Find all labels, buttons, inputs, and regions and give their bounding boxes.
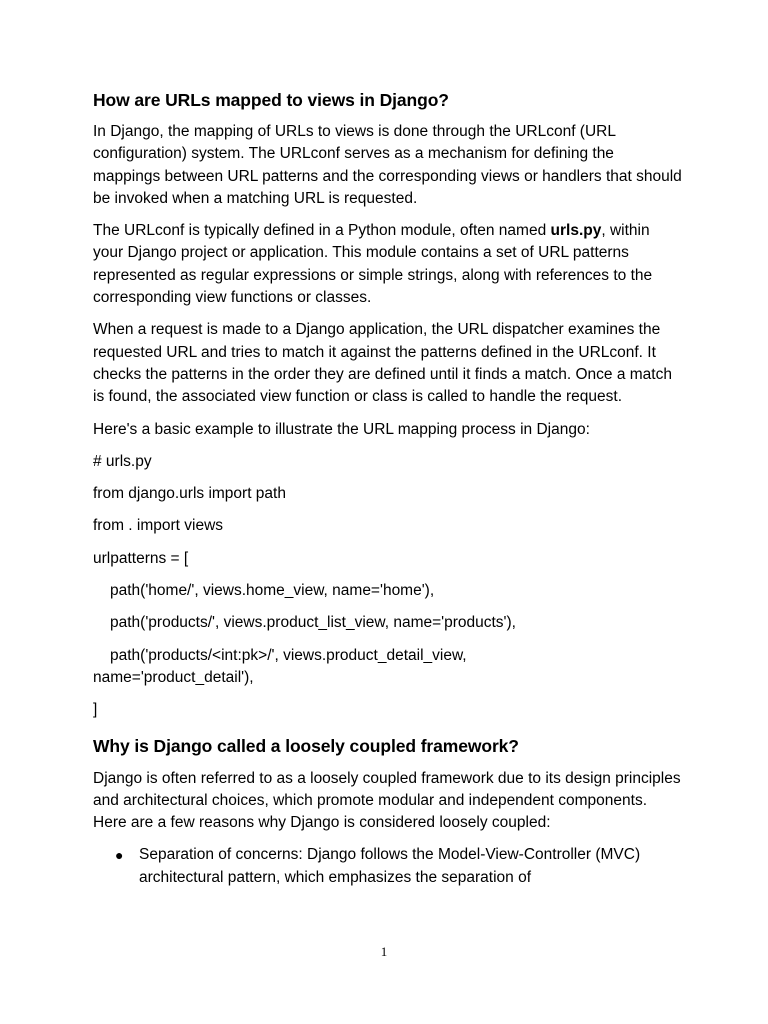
section-heading-loosely-coupled: Why is Django called a loosely coupled framework?	[93, 735, 519, 756]
code-line-path-product-detail-part1: path('products/<int:pk>/', views.product_detail_view,	[110, 646, 467, 664]
section-heading-url-mapping: How are URLs mapped to views in Django?	[93, 90, 449, 110]
paragraph-urlconf-module	[93, 220, 683, 309]
code-line-import-views: from . import views	[93, 517, 224, 535]
list-item-text: Separation of concerns: Django follows the Model-View-Controller (MVC) architectural pattern, which emphasizes the separation of	[139, 846, 641, 886]
page-content	[93, 88, 683, 889]
code-line-comment: # urls.py	[93, 452, 152, 470]
page-number: 1	[380, 944, 388, 959]
code-line-path-products: path('products/', views.product_list_view, name='products'),	[110, 614, 516, 632]
filename-bold: urls.py	[550, 222, 602, 240]
paragraph-text: The URLconf is typically defined in a Python module, often named	[93, 222, 551, 240]
code-line-path-product-detail-part2: name='product_detail'),	[93, 668, 254, 686]
paragraph-text: , within your Django project or application. This module contains a set of URL patterns represented as regular expressions or simple strings, along with references to the corresponding view functions or classes.	[93, 222, 653, 307]
code-line-urlpatterns-open: urlpatterns = [	[93, 549, 189, 567]
code-line-path-product-detail	[93, 645, 683, 690]
list-item	[93, 844, 683, 889]
code-line-import-path: from django.urls import path	[93, 485, 286, 503]
code-line-path-home: path('home/', views.home_view, name='home'),	[110, 582, 435, 600]
paragraph-loosely-coupled-intro: Django is often referred to as a loosely coupled framework due to its design principles and architectural choices, which promote modular and independent components. Here are a few reasons why Django is considered loosely coupled:	[93, 769, 681, 832]
paragraph-example-intro: Here's a basic example to illustrate the URL mapping process in Django:	[93, 420, 590, 438]
code-line-urlpatterns-close: ]	[93, 701, 98, 719]
paragraph-urlconf-intro: In Django, the mapping of URLs to views is done through the URLconf (URL configuration) system. The URLconf serves as a mechanism for defining the mappings between URL patterns and the corresponding views or handlers that should be invoked when a matching URL is requested.	[93, 123, 682, 207]
bullet-icon: ●	[115, 847, 124, 864]
paragraph-url-dispatcher: When a request is made to a Django application, the URL dispatcher examines the requested URL and tries to match it against the patterns defined in the URLconf. It checks the patterns in the order they are defined until it finds a match. Once a match is found, the associated view function or class is called to handle the request.	[93, 321, 672, 406]
reasons-list	[93, 844, 683, 889]
